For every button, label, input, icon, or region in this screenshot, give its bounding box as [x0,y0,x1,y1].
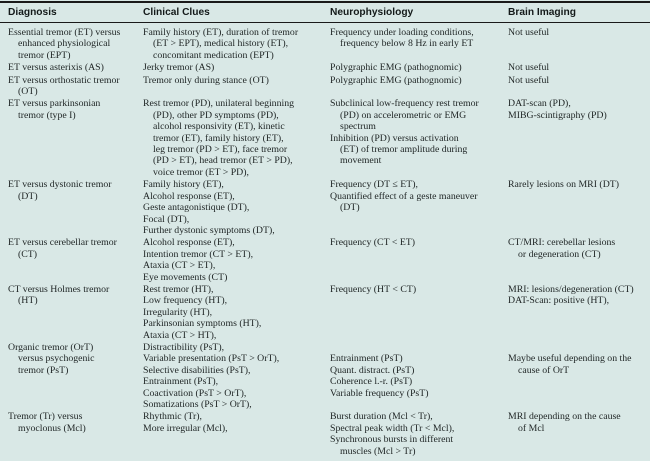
cell-line: (DT) [18,190,38,202]
table-cell-neurophysiology [330,98,508,178]
table-cell-brain-imaging [508,237,646,283]
cell-line: Entrainment (PsT) [330,353,403,365]
cell-line: Burst duration (Mcl < Tr), [330,411,433,423]
cell-line: Parkinsonian symptoms (HT), [143,318,262,330]
cell-line: Quantified effect of a geste maneuver [330,190,478,202]
table-row [0,75,650,99]
cell-line: Variable presentation (PsT > OrT), [143,353,280,365]
table-cell-clinical-clues [143,284,330,341]
cell-line: Distractibility (PsT), [143,341,225,353]
cell-line: Family history (ET), [143,179,224,191]
column-header-neurophysiology: Neurophysiology [330,7,414,18]
cell-line: Low frequency (HT), [143,295,228,307]
cell-line: Not useful [508,27,550,38]
cell-line: ET versus dystonic tremor [8,179,112,191]
cell-line: Further dystonic symptoms (DT), [143,224,275,236]
cell-line: Organic tremor (OrT) [8,341,94,353]
cell-line: (PD > ET), head tremor (ET > PD), [153,155,293,167]
table-cell-brain-imaging [508,284,646,341]
cell-line: Focal (DT), [143,213,190,225]
table-row [0,411,650,458]
cell-line: muscles (Mcl > Tr) [340,445,416,457]
cell-line: of Mcl [518,422,545,434]
table-cell-clinical-clues [143,62,330,73]
cell-line: Family history (ET), duration of tremor [143,27,299,38]
table-cell-neurophysiology [330,179,508,236]
table-cell-brain-imaging [508,342,646,410]
cell-line: CT/MRI: cerebellar lesions [508,237,616,249]
cell-line: Entrainment (PsT), [143,376,219,388]
cell-line: DAT-scan (PD), [508,98,571,110]
table-cell-diagnosis [8,411,143,457]
table-cell-brain-imaging [508,98,646,178]
table-cell-brain-imaging [508,75,646,98]
cell-line: Frequency (HT < CT) [330,283,417,295]
cell-line: concomitant medication (EPT) [153,49,274,61]
cell-line: frequency below 8 Hz in early ET [340,38,474,50]
table-cell-brain-imaging [508,27,646,61]
cell-line: Coherence l.-r. (PsT) [330,376,413,388]
table-cell-neurophysiology [330,75,508,98]
table-cell-diagnosis [8,179,143,236]
cell-line: Frequency (DT ≤ ET), [330,179,418,191]
table-row [0,179,650,237]
cell-line: (HT) [18,295,38,307]
cell-line: (OT) [18,86,38,98]
table-cell-clinical-clues [143,75,330,98]
table-cell-neurophysiology [330,237,508,283]
table-row [0,27,650,62]
cell-line: Maybe useful depending on the [508,353,632,365]
table-header-row [0,1,650,23]
cell-line: (ET > EPT), medical history (ET), [153,38,289,50]
table-cell-diagnosis [8,284,143,341]
table-cell-neurophysiology [330,342,508,410]
cell-line: Rhythmic (Tr), [143,411,202,423]
cell-line: Polygraphic EMG (pathognomic) [330,74,462,86]
table-cell-neurophysiology [330,411,508,457]
table-row [0,284,650,342]
table-cell-clinical-clues [143,27,330,61]
cell-line: Intention tremor (CT > ET), [143,248,254,260]
cell-line: movement [340,155,382,167]
cell-line: Selective disabilities (PsT), [143,364,251,376]
cell-line: Tremor only during stance (OT) [143,74,269,86]
cell-line: Eye movements (CT) [143,271,228,283]
cell-line: Variable frequency (PsT) [330,387,429,399]
cell-line: Spectral peak width (Tr < Mcl), [330,422,455,434]
table-row [0,342,650,411]
cell-line: ET versus cerebellar tremor [8,237,117,249]
cell-line: alcohol responsivity (ET), kinetic [153,121,285,133]
cell-line: spectrum [340,121,376,133]
cell-line: (CT) [18,248,38,260]
table-cell-neurophysiology [330,284,508,341]
table-cell-diagnosis [8,98,143,178]
cell-line: Somatizations (PsT > OrT), [143,399,252,410]
cell-line: More irregular (Mcl), [143,422,228,434]
cell-line: Jerky tremor (AS) [143,62,215,74]
cell-line: tremor (ET), family history (ET), [153,132,284,144]
table-cell-brain-imaging [508,62,646,73]
table-cell-brain-imaging [508,179,646,236]
cell-line: myoclonus (Mcl) [18,422,86,434]
cell-line: ET versus orthostatic tremor [8,74,120,86]
cell-line: Alcohol response (ET), [143,190,235,202]
table-cell-neurophysiology [330,62,508,73]
table-cell-clinical-clues [143,411,330,457]
cell-line: cause of OrT [518,364,570,376]
cell-line: Quant. distract. (PsT) [330,364,415,376]
cell-line: versus psychogenic [18,353,95,365]
cell-line: Essential tremor (ET) versus [8,27,121,38]
table-cell-clinical-clues [143,179,330,236]
cell-line: Polygraphic EMG (pathognomic) [330,62,462,74]
cell-line: CT versus Holmes tremor [8,283,110,295]
cell-line: voice tremor (ET > PD), [153,166,249,178]
table-cell-clinical-clues [143,237,330,283]
cell-line: Not useful [508,74,550,86]
cell-line: leg tremor (PD > ET), face tremor [153,144,288,156]
cell-line: (PD) on accelerometric or EMG [340,109,467,121]
cell-line [508,342,641,353]
cell-line: MRI depending on the cause [508,411,621,423]
table-cell-diagnosis [8,27,143,61]
cell-line: ET versus parkinsonian [8,98,101,110]
cell-line: (PD), other PD symptoms (PD), [153,109,279,121]
cell-line: ET versus asterixis (AS) [8,62,104,74]
cell-line: Rest tremor (HT), [143,283,214,295]
cell-line: Rarely lesions on MRI (DT) [508,179,620,191]
cell-line: Frequency under loading conditions, [330,27,474,38]
cell-line: Ataxia (CT > HT), [143,329,217,341]
cell-line: tremor (EPT) [18,49,71,61]
column-header-brain-imaging: Brain Imaging [508,7,576,18]
table-cell-clinical-clues [143,98,330,178]
cell-line: or degeneration (CT) [518,248,601,260]
table-cell-neurophysiology [330,27,508,61]
cell-line: tremor (PsT) [18,364,69,376]
table-row [0,237,650,284]
cell-line [330,342,503,353]
cell-line: Geste antagonistique (DT), [143,202,250,214]
cell-line: DAT-Scan: positive (HT), [508,295,610,307]
cell-line: Alcohol response (ET), [143,237,235,249]
cell-line: Tremor (Tr) versus [8,411,83,423]
table-cell-diagnosis [8,62,143,73]
table-body [0,23,650,458]
cell-line: Not useful [508,62,550,74]
cell-line: MIBG-scintigraphy (PD) [508,109,607,121]
cell-line: tremor (type I) [18,109,76,121]
cell-line: Ataxia (CT > ET), [143,260,216,272]
cell-line: (DT) [340,202,360,214]
cell-line: MRI: lesions/degeneration (CT) [508,283,634,295]
cell-line: Frequency (CT < ET) [330,237,416,249]
cell-line: enhanced physiological [18,38,111,50]
cell-line: Subclinical low-frequency rest tremor [330,98,479,110]
cell-line: Rest tremor (PD), unilateral beginning [143,98,295,110]
cell-line: Coactivation (PsT > OrT), [143,387,247,399]
cell-line: (ET) of tremor amplitude during [340,144,468,156]
table-row [0,98,650,179]
table-cell-diagnosis [8,342,143,410]
column-header-diagnosis: Diagnosis [8,7,57,18]
table-cell-diagnosis [8,237,143,283]
table-row [0,62,650,74]
column-header-clinical-clues: Clinical Clues [143,7,210,18]
table-cell-clinical-clues [143,342,330,410]
cell-line: Irregularity (HT), [143,306,213,318]
table-cell-diagnosis [8,75,143,98]
table-cell-brain-imaging [508,411,646,457]
cell-line: Inhibition (PD) versus activation [330,132,459,144]
cell-line: Synchronous bursts in different [330,434,454,446]
